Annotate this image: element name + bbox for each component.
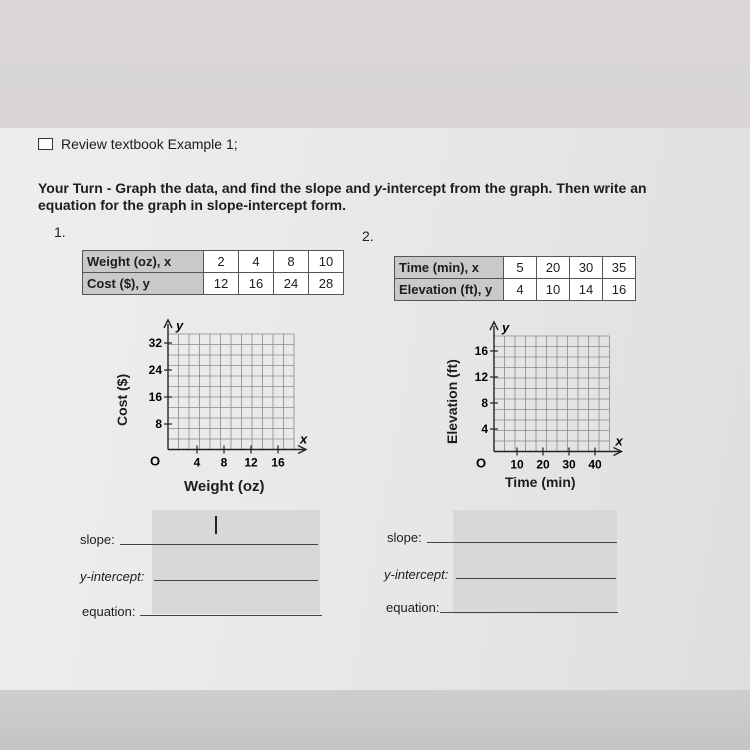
y-tick-label: 24 [148,363,162,377]
table-row [395,257,636,279]
origin-label: O [476,455,487,471]
problem-1-number: 1. [54,224,66,240]
checkbox-icon[interactable] [38,138,53,150]
equation-label-2: equation: [386,600,440,615]
text-cursor [215,516,217,534]
table-cell: 20 [537,257,570,279]
coordinate-grid-1[interactable] [130,310,330,470]
y-tick-label: 16 [474,344,488,358]
y-axis-letter: y [176,318,184,333]
table-cell: 24 [274,273,309,295]
table-cell: 10 [309,251,344,273]
table-header-x: Weight (oz), x [83,251,204,273]
x-tick-label: 10 [510,457,524,472]
y-axis-title-2: Elevation (ft) [444,359,460,444]
table-cell: 4 [504,279,537,301]
answer-box-2 [453,510,617,614]
table-header-x: Time (min), x [395,257,504,279]
slope-label-2: slope: [387,530,422,545]
x-tick-label: 4 [193,455,201,470]
coordinate-grid-2[interactable] [450,316,640,476]
equation-label-1: equation: [82,604,136,619]
instructions [38,180,698,214]
instructions-part2: -intercept from the graph. Then write an equation for the graph in slope-intercept form. [38,180,647,213]
equation-input-2[interactable] [440,612,618,613]
table-cell: 28 [309,273,344,295]
table-header-y: Cost ($), y [83,273,204,295]
background-surface [0,690,750,750]
x-tick-label: 20 [536,457,550,472]
table-cell: 2 [204,251,239,273]
table-row [395,279,636,301]
data-table-2 [394,256,636,301]
intercept-label-1: y-intercept: [80,569,145,584]
y-tick-label: 4 [481,422,488,436]
data-table-1 [82,250,344,295]
intercept-label-2: y-intercept: [384,567,449,582]
x-axis-letter: x [615,433,623,449]
table-row [83,251,344,273]
review-note [38,136,238,152]
review-text: Review textbook Example 1; [61,136,238,152]
slope-input-1[interactable] [120,544,318,545]
y-tick-label: 16 [148,390,162,404]
y-tick-label: 12 [474,370,488,384]
x-tick-label: 16 [271,455,285,470]
slope-label-1: slope: [80,532,115,547]
x-tick-label: 8 [220,455,228,470]
problem-2-number: 2. [362,228,374,244]
y-tick-label: 32 [148,336,162,350]
origin-label: O [150,453,161,469]
answer-box-1 [152,510,320,614]
y-tick-label: 8 [155,417,162,431]
slope-input-2[interactable] [427,542,617,543]
x-tick-label: 30 [562,457,576,472]
y-axis-letter: y [502,320,510,335]
y-axis-title-1: Cost ($) [114,373,130,426]
table-cell: 16 [603,279,636,301]
table-cell: 16 [239,273,274,295]
intercept-input-1[interactable] [154,580,318,581]
table-cell: 35 [603,257,636,279]
table-row [83,273,344,295]
equation-input-1[interactable] [140,615,322,616]
table-cell: 8 [274,251,309,273]
table-cell: 14 [570,279,603,301]
x-tick-label: 12 [244,455,258,470]
instructions-part1: Your Turn - Graph the data, and find the slope and [38,180,375,196]
y-tick-label: 8 [481,396,488,410]
table-cell: 5 [504,257,537,279]
x-axis-letter: x [300,431,308,447]
table-header-y: Elevation (ft), y [395,279,504,301]
instructions-italic-y: y [374,180,383,196]
x-axis-title-1: Weight (oz) [184,478,265,495]
intercept-input-2[interactable] [456,578,616,579]
x-axis-title-2: Time (min) [505,474,576,490]
table-cell: 30 [570,257,603,279]
table-cell: 4 [239,251,274,273]
x-tick-label: 40 [588,457,602,472]
table-cell: 10 [537,279,570,301]
table-cell: 12 [204,273,239,295]
